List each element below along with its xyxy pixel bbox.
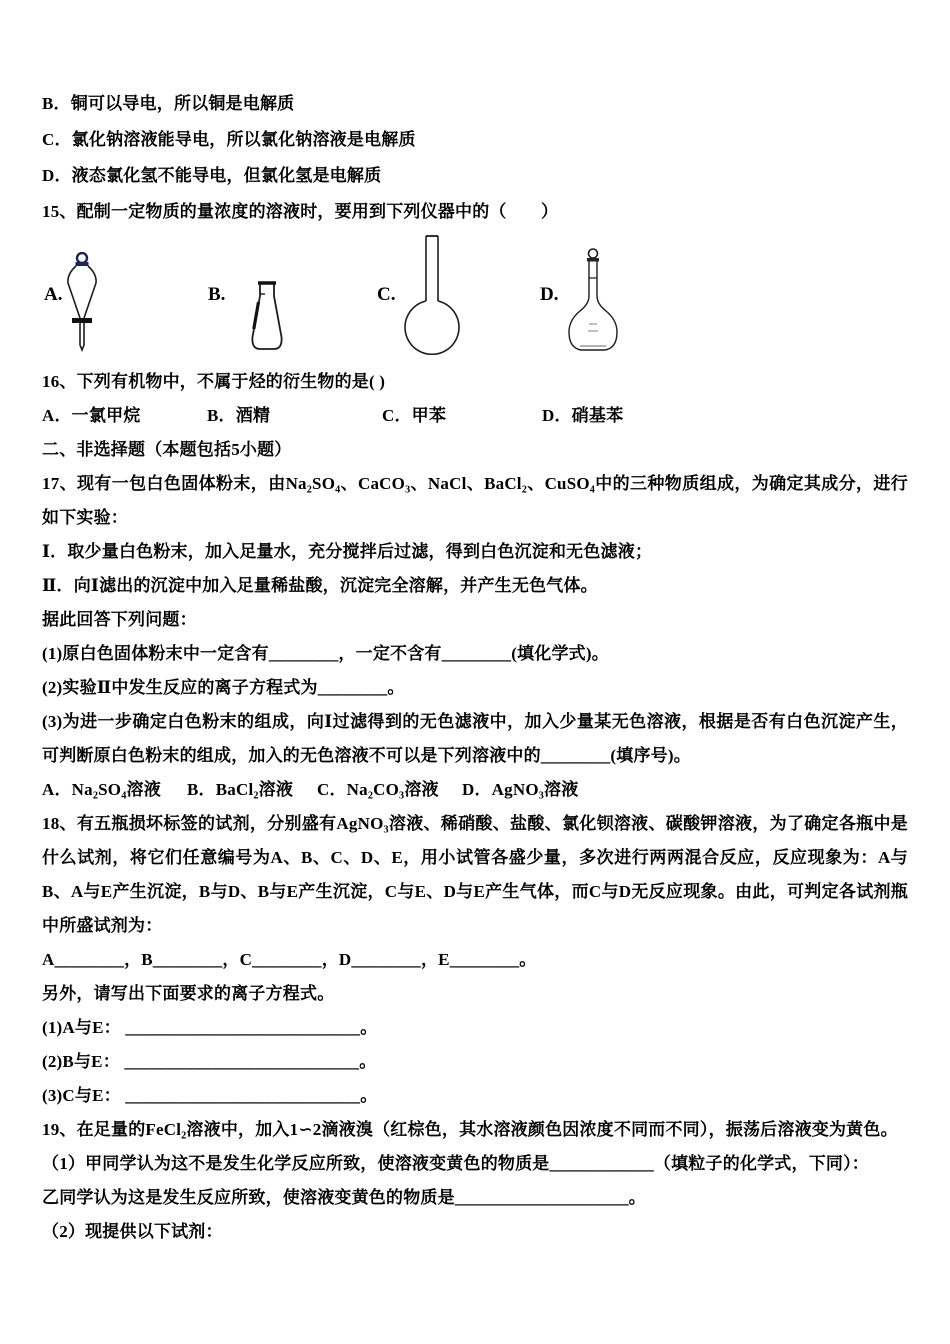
q19-sub1b: 乙同学认为这是发生反应所致，使溶液变黄色的物质是____________________。 — [42, 1188, 646, 1207]
section2-header: 二、非选择题（本题包括5小题） — [42, 440, 292, 459]
q17-sub3-option-c: C．Na₂CO₃溶液 — [317, 780, 439, 799]
q17-step1: Ⅰ．取少量白色粉末，加入足量水，充分搅拌后过滤，得到白色沉淀和无色滤液； — [42, 542, 653, 561]
q16-option-d: D．硝基苯 — [542, 406, 624, 425]
q19-stem: 19、在足量的FeCl₂溶液中，加入1∽2滴液溴（红棕色，其水溶液颜色因浓度不同而不同），振荡后溶液变为黄色。 — [42, 1120, 898, 1139]
q16-option-b: B．酒精 — [207, 406, 271, 425]
apparatus-label-a: A. — [44, 284, 63, 305]
q17-sub1: (1)原白色固体粉末中一定含有________，一定不含有________(填化学式)。 — [42, 644, 609, 663]
apparatus-label-d: D. — [540, 284, 559, 305]
q17-sub3-option-d: D．AgNO₃溶液 — [462, 780, 579, 799]
q16-option-a: A．一氯甲烷 — [42, 406, 141, 425]
q18-sub1: (1)A与E： ___________________________。 — [42, 1018, 378, 1037]
q18-sub2: (2)B与E： ___________________________。 — [42, 1052, 377, 1071]
q17-sub2: (2)实验Ⅱ中发生反应的离子方程式为________。 — [42, 678, 405, 697]
q14-option-d: D．液态氯化氢不能导电，但氯化氢是电解质 — [42, 166, 382, 185]
q15-apparatus-row — [42, 230, 908, 365]
q15-stem: 15、配制一定物质的量浓度的溶液时，要用到下列仪器中的（ ） — [42, 202, 559, 221]
q14-option-c: C．氯化钠溶液能导电，所以氯化钠溶液是电解质 — [42, 130, 416, 149]
separating-funnel-icon — [64, 252, 100, 354]
q18-sub3: (3)C与E： ___________________________。 — [42, 1086, 378, 1105]
q18-stem: 18、有五瓶损坏标签的试剂，分别盛有AgNO₃溶液、稀硝酸、盐酸、氯化钡溶液、碳酸钾溶液，为了确定各瓶中是什么试剂，将它们任意编号为A、B、C、D、E，用小试管各盛少量，多次进行两两混合反应，反应现象为：A与B、A与E产生沉淀，B与D、B与E产生沉淀，C与E、D与E产生气体，而C与D无反应现象。由此，可判定各试剂瓶中所盛试剂为： — [42, 814, 908, 935]
erlenmeyer-flask-icon — [249, 281, 285, 353]
q17-sub3-options-row — [42, 773, 908, 807]
apparatus-label-b: B. — [208, 284, 226, 305]
round-bottom-flask-icon — [404, 235, 460, 355]
q16-option-c: C．甲苯 — [382, 406, 447, 425]
apparatus-label-c: C. — [377, 284, 396, 305]
q16-stem: 16、下列有机物中，不属于烃的衍生物的是( ) — [42, 372, 386, 391]
q18-prompt: 另外，请写出下面要求的离子方程式。 — [42, 984, 335, 1003]
q19-sub2: （2）现提供以下试剂： — [42, 1222, 223, 1241]
q17-prompt: 据此回答下列问题： — [42, 610, 197, 629]
q16-options-row — [42, 399, 908, 433]
volumetric-flask-icon — [567, 248, 619, 354]
q17-sub3: (3)为进一步确定白色粉末的组成，向Ⅰ过滤得到的无色滤液中，加入少量某无色溶液，根据是否有白色沉淀产生，可判断原白色粉末的组成，加入的无色溶液不可以是下列溶液中的________(填序号)。 — [42, 712, 908, 765]
q17-step2: Ⅱ．向Ⅰ滤出的沉淀中加入足量稀盐酸，沉淀完全溶解，并产生无色气体。 — [42, 576, 598, 595]
q18-blanks-line: A________，B________，C________，D________，E________。 — [42, 950, 537, 969]
q19-sub1a: （1）甲同学认为这不是发生化学反应所致，使溶液变黄色的物质是____________（填粒子的化学式，下同）： — [42, 1154, 869, 1173]
q17-sub3-option-b: B．BaCl₂溶液 — [187, 780, 294, 799]
q14-option-b: B．铜可以导电，所以铜是电解质 — [42, 94, 295, 113]
q17-stem: 17、现有一包白色固体粉末，由Na₂SO₄、CaCO₃、NaCl、BaCl₂、CuSO₄中的三种物质组成，为确定其成分，进行如下实验： — [42, 474, 908, 527]
q17-sub3-option-a: A．Na₂SO₄溶液 — [42, 780, 161, 799]
